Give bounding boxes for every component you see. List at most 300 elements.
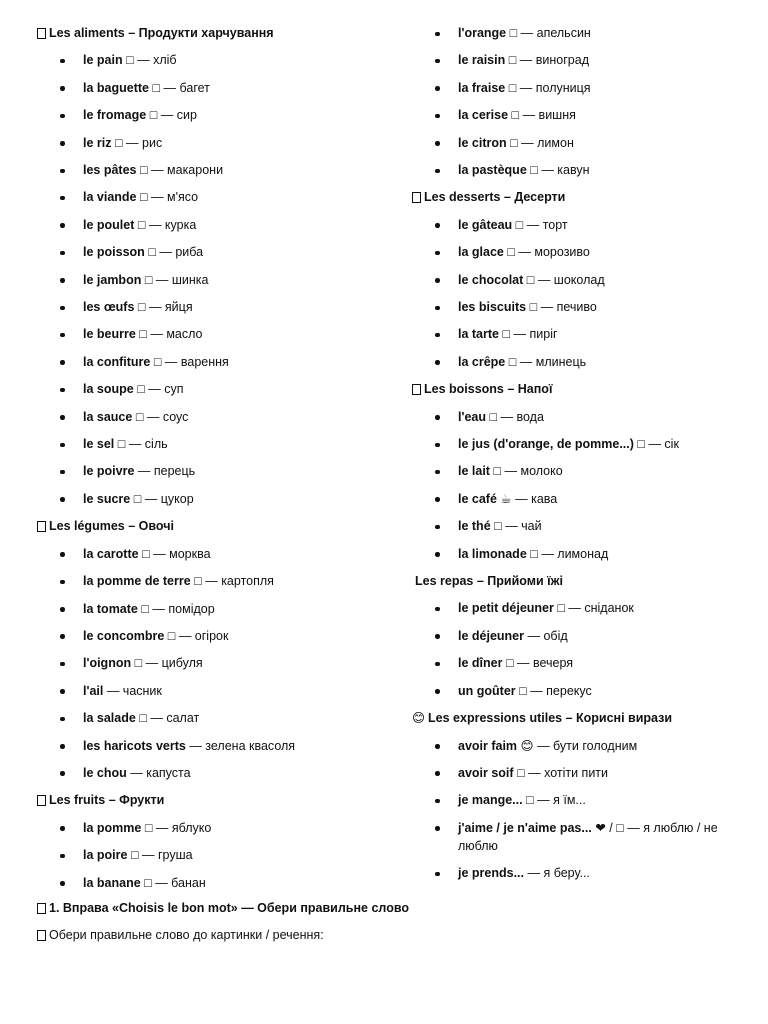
vocab-item	[37, 705, 397, 732]
vocab-item	[412, 860, 742, 887]
bullet-icon	[60, 239, 64, 266]
vocab-item	[37, 184, 397, 211]
bullet-icon	[435, 760, 439, 787]
french-word: l'ail	[83, 683, 104, 698]
bullet-icon	[435, 431, 439, 458]
exercise-title	[37, 895, 737, 922]
vocab-item	[412, 486, 742, 513]
vocab-item	[37, 349, 397, 376]
section-heading-text: Les aliments – Продукти харчування	[49, 26, 274, 40]
vocab-item	[412, 650, 742, 677]
vocab-item	[37, 431, 397, 458]
french-word: le déjeuner	[458, 628, 524, 643]
vocab-item	[412, 102, 742, 129]
section-heading-text: Les fruits – Фрукти	[49, 793, 165, 808]
ukrainian-translation: — капуста	[130, 765, 191, 780]
ukrainian-translation: — полуниця	[519, 80, 591, 95]
vocab-item	[37, 157, 397, 184]
vocab-item	[37, 541, 397, 568]
bullet-icon	[60, 376, 64, 403]
french-word: la tarte	[458, 327, 499, 342]
ukrainian-translation: — я їм...	[537, 793, 586, 808]
bullet-icon	[60, 705, 64, 732]
ukrainian-translation: — обід	[527, 628, 568, 643]
emoji-glyph-icon: □	[557, 601, 565, 616]
french-word: la baguette	[83, 80, 149, 95]
french-word: le dîner	[458, 656, 503, 671]
ukrainian-translation: — лимонад	[541, 546, 609, 561]
vocab-item	[412, 267, 742, 294]
bullet-icon	[60, 47, 64, 74]
ukrainian-translation: — зелена квасоля	[189, 738, 296, 753]
french-word: le raisin	[458, 53, 506, 68]
ukrainian-translation: — банан	[155, 875, 206, 890]
vocab-item	[37, 75, 397, 102]
french-word: l'oignon	[83, 656, 132, 671]
ukrainian-translation: — хліб	[137, 53, 177, 68]
french-word: les œufs	[83, 300, 135, 315]
french-word: la cerise	[458, 108, 509, 123]
square-glyph-icon	[37, 795, 46, 806]
french-word: le poisson	[83, 245, 145, 260]
bullet-icon	[435, 541, 439, 568]
vocab-item	[37, 486, 397, 513]
ukrainian-translation: — молоко	[504, 464, 563, 479]
vocab-item	[412, 513, 742, 540]
ukrainian-translation: — сіль	[128, 437, 168, 452]
square-glyph-icon	[412, 384, 421, 395]
bullet-icon	[60, 431, 64, 458]
french-word: le riz	[83, 135, 112, 150]
french-word: la soupe	[83, 382, 134, 397]
ukrainian-translation: — рис	[126, 135, 163, 150]
vocab-item	[412, 75, 742, 102]
emoji-glyph-icon: □	[507, 245, 515, 260]
vocab-item	[37, 650, 397, 677]
ukrainian-translation: — печиво	[540, 300, 597, 315]
section-heading-text: Les expressions utiles – Корисні вирази	[428, 711, 673, 726]
ukrainian-translation: — варення	[164, 354, 229, 369]
bullet-icon	[435, 321, 439, 348]
emoji-glyph-icon: □	[130, 848, 139, 863]
french-word: la pomme	[83, 820, 142, 835]
ukrainian-translation: — кавун	[541, 163, 590, 178]
bullet-icon	[435, 733, 439, 760]
ukrainian-translation: — морозиво	[518, 245, 590, 260]
emoji-glyph-icon: □	[508, 80, 517, 95]
ukrainian-translation: — картопля	[205, 574, 274, 589]
vocab-item	[412, 678, 742, 705]
vocab-item	[412, 815, 742, 860]
bullet-icon	[435, 458, 439, 485]
vocab-item	[37, 267, 397, 294]
bullet-icon	[60, 733, 64, 760]
ukrainian-translation: — я беру...	[527, 866, 590, 881]
emoji-glyph-icon: □	[194, 574, 202, 589]
bullet-icon	[435, 20, 439, 47]
emoji-glyph-icon: □	[114, 135, 123, 150]
ukrainian-translation: — сік	[648, 437, 679, 452]
exercise-instruction-text: Обери правильне слово до картинки / речення:	[49, 928, 324, 943]
ukrainian-translation: — цукор	[144, 491, 194, 506]
emoji-glyph-icon: □	[167, 628, 176, 643]
ukrainian-translation: — макарони	[151, 163, 224, 178]
ukrainian-translation: — пиріг	[513, 327, 558, 342]
vocab-item	[37, 321, 397, 348]
french-word: le jus (d'orange, de pomme...)	[458, 437, 634, 452]
vocab-item	[37, 870, 397, 897]
vocab-item	[37, 842, 397, 869]
french-word: le chou	[83, 765, 127, 780]
french-word: le beurre	[83, 327, 136, 342]
section-heading	[37, 513, 397, 540]
bullet-icon	[60, 650, 64, 677]
section-heading	[412, 568, 742, 595]
emoji-glyph-icon: □	[526, 272, 535, 287]
vocab-item	[37, 376, 397, 403]
vocab-item	[37, 623, 397, 650]
emoji-glyph-icon: □	[135, 409, 144, 424]
bullet-icon	[60, 294, 64, 321]
bullet-icon	[60, 349, 64, 376]
square-glyph-icon	[37, 903, 46, 914]
bullet-icon	[60, 842, 64, 869]
french-word: la limonade	[458, 546, 527, 561]
emoji-glyph-icon: □	[117, 437, 126, 452]
vocab-item	[412, 239, 742, 266]
emoji-glyph-icon: □	[508, 354, 517, 369]
french-word: le thé	[458, 519, 491, 534]
vocab-item	[412, 20, 742, 47]
bullet-icon	[60, 130, 64, 157]
emoji-glyph-icon: □	[152, 80, 161, 95]
exercise-instruction	[37, 922, 737, 949]
bullet-icon	[60, 184, 64, 211]
vocab-item	[412, 595, 742, 622]
french-word: le jambon	[83, 272, 142, 287]
bullet-icon	[435, 513, 439, 540]
ukrainian-translation: — курка	[148, 217, 197, 232]
emoji-glyph-icon: □	[493, 464, 502, 479]
bullet-icon	[60, 870, 64, 897]
french-word: la viande	[83, 190, 137, 205]
square-glyph-icon	[37, 521, 46, 532]
ukrainian-translation: — огірок	[178, 628, 229, 643]
vocab-item	[37, 733, 397, 760]
french-word: la carotte	[83, 546, 139, 561]
vocab-item	[412, 349, 742, 376]
ukrainian-translation: — помідор	[152, 601, 215, 616]
french-word: le sucre	[83, 491, 131, 506]
bullet-icon	[435, 212, 439, 239]
vocab-item	[412, 541, 742, 568]
ukrainian-translation: — сир	[160, 108, 197, 123]
bullet-icon	[435, 294, 439, 321]
emoji-glyph-icon: □	[508, 53, 517, 68]
emoji-glyph-icon: □	[519, 683, 527, 698]
emoji-glyph-icon: □	[144, 820, 153, 835]
french-word: le sel	[83, 437, 115, 452]
emoji-glyph-icon: □	[511, 108, 520, 123]
emoji-glyph-icon: ❤ / □	[595, 821, 624, 836]
emoji-glyph-icon: □	[515, 217, 524, 232]
emoji-glyph-icon: □	[144, 875, 152, 890]
french-word: un goûter	[458, 683, 516, 698]
emoji-glyph-icon: □	[510, 135, 518, 150]
ukrainian-translation: — морква	[153, 546, 211, 561]
bullet-icon	[60, 212, 64, 239]
bullet-icon	[60, 102, 64, 129]
emoji-glyph-icon: □	[502, 327, 511, 342]
ukrainian-translation: — вода	[500, 409, 544, 424]
french-word: je mange...	[458, 793, 523, 808]
bullet-icon	[435, 130, 439, 157]
ukrainian-translation: — салат	[150, 711, 200, 726]
ukrainian-translation: — я люблю / не люблю	[458, 821, 718, 854]
section-heading	[412, 184, 742, 211]
exercise-title-text: 1. Вправа «Choisis le bon mot» — Обери правильне слово	[49, 901, 409, 915]
emoji-glyph-icon: □	[137, 300, 146, 315]
bullet-icon	[60, 321, 64, 348]
vocab-item	[412, 294, 742, 321]
french-word: la poire	[83, 848, 128, 863]
french-word: la salade	[83, 711, 136, 726]
vocab-item	[412, 787, 742, 814]
vocab-item	[37, 212, 397, 239]
bullet-icon	[435, 75, 439, 102]
french-word: la sauce	[83, 409, 133, 424]
smile-icon: 😊	[412, 711, 426, 726]
vocab-item	[37, 568, 397, 595]
french-word: j'aime / je n'aime pas...	[458, 821, 592, 836]
emoji-glyph-icon: □	[141, 601, 149, 616]
bullet-icon	[60, 678, 64, 705]
ukrainian-translation: — лимон	[521, 135, 574, 150]
section-heading-text: Les légumes – Овочі	[49, 519, 174, 534]
french-word: la glace	[458, 245, 504, 260]
french-word: la fraise	[458, 80, 506, 95]
emoji-glyph-icon: □	[139, 327, 147, 342]
emoji-glyph-icon: □	[153, 354, 162, 369]
vocab-item	[412, 623, 742, 650]
emoji-glyph-icon: □	[133, 491, 142, 506]
vocab-item	[37, 458, 397, 485]
emoji-glyph-icon: 😊	[520, 738, 534, 753]
emoji-glyph-icon: □	[530, 163, 538, 178]
bullet-icon	[435, 47, 439, 74]
vocab-item	[412, 130, 742, 157]
vocab-item	[37, 404, 397, 431]
vocab-item	[37, 102, 397, 129]
bullet-icon	[60, 596, 64, 623]
ukrainian-translation: — яблуко	[155, 820, 212, 835]
ukrainian-translation: — перець	[137, 464, 196, 479]
section-heading	[412, 376, 742, 403]
french-word: les pâtes	[83, 163, 137, 178]
ukrainian-translation: — сніданок	[568, 601, 634, 616]
emoji-glyph-icon: □	[149, 108, 158, 123]
bullet-icon	[60, 486, 64, 513]
bullet-icon	[435, 787, 439, 814]
french-word: la pastèque	[458, 163, 527, 178]
bullet-icon	[435, 815, 439, 842]
square-glyph-icon	[37, 28, 46, 39]
ukrainian-translation: — виноград	[519, 53, 589, 68]
french-word: l'orange	[458, 26, 507, 40]
vocab-item	[412, 760, 742, 787]
emoji-glyph-icon: □	[139, 711, 147, 726]
ukrainian-translation: — хотіти пити	[528, 765, 609, 780]
exercise-section	[37, 895, 737, 950]
emoji-glyph-icon: □	[126, 53, 134, 68]
vocab-item	[412, 733, 742, 760]
ukrainian-translation: — часник	[106, 683, 162, 698]
vocab-item	[412, 212, 742, 239]
french-word: la crêpe	[458, 354, 506, 369]
emoji-glyph-icon: □	[144, 272, 153, 287]
ukrainian-translation: — груша	[142, 848, 193, 863]
emoji-glyph-icon: □	[142, 546, 150, 561]
vocab-item	[37, 596, 397, 623]
ukrainian-translation: — м'ясо	[151, 190, 199, 205]
french-word: les haricots verts	[83, 738, 186, 753]
ukrainian-translation: — кава	[515, 491, 558, 506]
square-glyph-icon	[37, 930, 46, 941]
bullet-icon	[435, 267, 439, 294]
bullet-icon	[60, 623, 64, 650]
ukrainian-translation: — вечеря	[517, 656, 574, 671]
section-heading-text: Les boissons – Напої	[424, 382, 553, 397]
vocab-item	[37, 47, 397, 74]
emoji-glyph-icon: □	[509, 26, 518, 40]
bullet-icon	[435, 860, 439, 887]
emoji-glyph-icon: □	[505, 656, 514, 671]
ukrainian-translation: — масло	[150, 327, 203, 342]
bullet-icon	[435, 404, 439, 431]
ukrainian-translation: — риба	[159, 245, 204, 260]
bullet-icon	[435, 157, 439, 184]
bullet-icon	[60, 541, 64, 568]
ukrainian-translation: — чай	[505, 519, 542, 534]
french-word: le chocolat	[458, 272, 524, 287]
bullet-icon	[435, 595, 439, 622]
french-word: le poivre	[83, 464, 135, 479]
section-heading	[412, 705, 742, 732]
ukrainian-translation: — млинець	[519, 354, 587, 369]
vocab-item	[412, 47, 742, 74]
ukrainian-translation: — шоколад	[537, 272, 605, 287]
french-word: le fromage	[83, 108, 147, 123]
ukrainian-translation: — бути голодним	[537, 738, 638, 753]
ukrainian-translation: — шинка	[155, 272, 209, 287]
section-heading-text: Les repas – Прийоми їжі	[415, 574, 563, 589]
french-word: la pomme de terre	[83, 574, 191, 589]
french-word: le lait	[458, 464, 490, 479]
french-word: avoir faim	[458, 738, 518, 753]
ukrainian-translation: — цибуля	[145, 656, 203, 671]
emoji-glyph-icon: □	[494, 519, 502, 534]
emoji-glyph-icon: □	[137, 217, 146, 232]
bullet-icon	[435, 102, 439, 129]
bullet-icon	[435, 349, 439, 376]
bullet-icon	[435, 623, 439, 650]
emoji-glyph-icon: □	[140, 163, 148, 178]
emoji-glyph-icon: □	[530, 546, 538, 561]
french-word: le gâteau	[458, 217, 513, 232]
vocabulary-column-right	[412, 20, 742, 888]
bullet-icon	[435, 486, 439, 513]
emoji-glyph-icon: □	[529, 300, 538, 315]
emoji-glyph-icon: □	[489, 409, 498, 424]
french-word: le café	[458, 491, 497, 506]
vocab-item	[412, 431, 742, 458]
french-word: la confiture	[83, 354, 151, 369]
vocabulary-column-left	[37, 20, 397, 897]
emoji-glyph-icon: □	[637, 437, 645, 452]
emoji-glyph-icon: ☕	[500, 491, 512, 506]
vocab-item	[37, 294, 397, 321]
bullet-icon	[435, 678, 439, 705]
emoji-glyph-icon: □	[137, 382, 145, 397]
vocab-item	[412, 321, 742, 348]
ukrainian-translation: — яйця	[148, 300, 193, 315]
emoji-glyph-icon: □	[148, 245, 156, 260]
french-word: l'eau	[458, 409, 486, 424]
vocab-item	[412, 404, 742, 431]
bullet-icon	[435, 239, 439, 266]
vocab-item	[37, 130, 397, 157]
ukrainian-translation: — соус	[146, 409, 189, 424]
vocab-item	[37, 239, 397, 266]
ukrainian-translation: — вишня	[522, 108, 576, 123]
french-word: le citron	[458, 135, 507, 150]
emoji-glyph-icon: □	[139, 190, 148, 205]
bullet-icon	[60, 267, 64, 294]
section-heading-text: Les desserts – Десерти	[424, 190, 566, 205]
bullet-icon	[60, 760, 64, 787]
bullet-icon	[60, 458, 64, 485]
french-word: les biscuits	[458, 300, 527, 315]
section-heading	[37, 20, 397, 47]
french-word: le petit déjeuner	[458, 601, 554, 616]
bullet-icon	[435, 650, 439, 677]
ukrainian-translation: — перекус	[530, 683, 592, 698]
square-glyph-icon	[412, 192, 421, 203]
emoji-glyph-icon: □	[134, 656, 143, 671]
bullet-icon	[60, 75, 64, 102]
ukrainian-translation: — торт	[526, 217, 568, 232]
ukrainian-translation: — багет	[163, 80, 210, 95]
french-word: le pain	[83, 53, 123, 68]
emoji-glyph-icon: □	[526, 793, 534, 808]
vocab-item	[37, 815, 397, 842]
french-word: la banane	[83, 875, 141, 890]
bullet-icon	[60, 157, 64, 184]
french-word: le concombre	[83, 628, 165, 643]
ukrainian-translation: — апельсин	[520, 26, 591, 40]
bullet-icon	[60, 404, 64, 431]
vocab-item	[37, 760, 397, 787]
bullet-icon	[60, 815, 64, 842]
french-word: je prends...	[458, 866, 524, 881]
vocab-item	[37, 678, 397, 705]
section-heading	[37, 787, 397, 814]
ukrainian-translation: — суп	[148, 382, 184, 397]
emoji-glyph-icon: □	[517, 765, 525, 780]
bullet-icon	[60, 568, 64, 595]
french-word: la tomate	[83, 601, 138, 616]
french-word: avoir soif	[458, 765, 514, 780]
